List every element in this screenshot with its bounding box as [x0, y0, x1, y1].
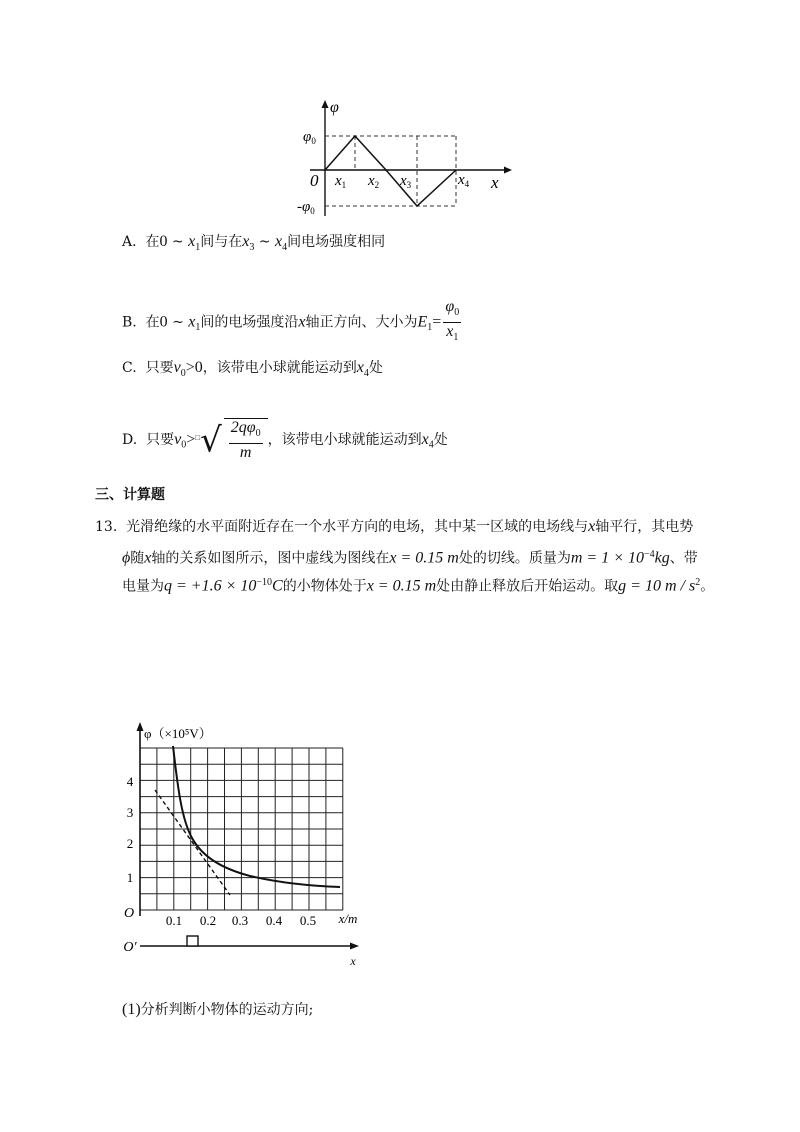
y-tick-3: 3 — [126, 805, 134, 820]
y-tick-4: 4 — [126, 774, 134, 789]
section-title: 三、计算题 — [95, 487, 165, 503]
tangent-line — [155, 790, 230, 895]
y-axis-arrow — [137, 722, 144, 731]
y-axis-label: φ（×10⁵V） — [144, 726, 212, 741]
option-c: C. 只要$v_0>0$，该带电小球就能运动到$x_4$处 — [122, 359, 383, 379]
question-number: 13. — [95, 519, 118, 535]
velocity-fraction: $\frac{2q\varphi_0}{m}$ — [230, 419, 261, 461]
x3-label: $x_3$ — [400, 173, 412, 190]
y-tick-1: 1 — [126, 870, 134, 885]
e-field-fraction: $\frac{\varphi_0}{x_1}$ — [445, 298, 460, 343]
x-axis-2-label: x — [350, 954, 356, 968]
x-tick-0.5: 0.5 — [299, 913, 317, 928]
x-tick-0.2: 0.2 — [199, 913, 217, 928]
x-tick-0.3: 0.3 — [231, 913, 249, 928]
q13-line-3: 电量为$q = +1.6 \times 10^{-10}C$的小物体处于x = 0.15 m处由静止释放后开始运动。取g = 10 m / $s^2$。 — [122, 577, 715, 595]
origin-label: O — [123, 906, 135, 921]
option-b: B. 在0 ~ $x_1$间的电场强度沿x轴正方向、大小为$E_1=$ $\frac{\varphi_0}{x_1}$ — [122, 298, 463, 347]
sqrt-expression: □√ $\frac{2q\varphi_0}{m}$ — [195, 418, 267, 462]
x-tick-0.4: 0.4 — [265, 913, 283, 928]
sub-question-1: (1)分析判断小物体的运动方向; — [122, 1001, 314, 1018]
phi-curve — [173, 746, 340, 887]
neg-phi0-label: $-\varphi_0$ — [297, 199, 315, 216]
q13-line-2: ϕ随x轴的关系如图所示，图中虚线为图线在x = 0.15 m处的切线。质量为$m = 1 \times 10^{-4}kg$、带 — [122, 549, 698, 567]
phi-curve — [325, 136, 456, 206]
option-a: A. 在0 ~ $x_1$间与在$x_3$ ~ $x_4$间电场强度相同 — [122, 233, 386, 253]
object-block — [187, 936, 198, 946]
potential-diagram-1 — [290, 98, 520, 220]
x-axis-label: x/m — [338, 911, 358, 926]
y-tick-2: 2 — [126, 836, 134, 851]
q13-line-1: 13. 光滑绝缘的水平面附近存在一个水平方向的电场，其中某一区域的电场线与x轴平行，其电势 — [95, 518, 694, 535]
origin-label: 0 — [310, 171, 319, 190]
x-axis-arrow — [504, 167, 512, 174]
x4-label: $x_4$ — [458, 172, 470, 189]
origin2-label: O′ — [123, 940, 137, 955]
x-tick-0.1: 0.1 — [165, 913, 183, 928]
phi0-label: $\varphi_0$ — [303, 129, 316, 146]
x-axis-2-arrow — [350, 943, 359, 950]
x2-label: $x_2$ — [368, 173, 380, 190]
potential-graph-2 — [120, 720, 370, 970]
x-axis-label: x — [491, 173, 499, 192]
phi-axis-label: φ — [330, 99, 339, 116]
y-axis-arrow — [322, 100, 329, 108]
x1-label: $x_1$ — [335, 173, 347, 190]
radical-sign-icon: √ — [200, 420, 222, 461]
option-d: D. 只要$v_0>^□√$ $\frac{2q\varphi_0}{m}$ ，该带电小球就能运动到$x_4$处 — [122, 419, 448, 461]
